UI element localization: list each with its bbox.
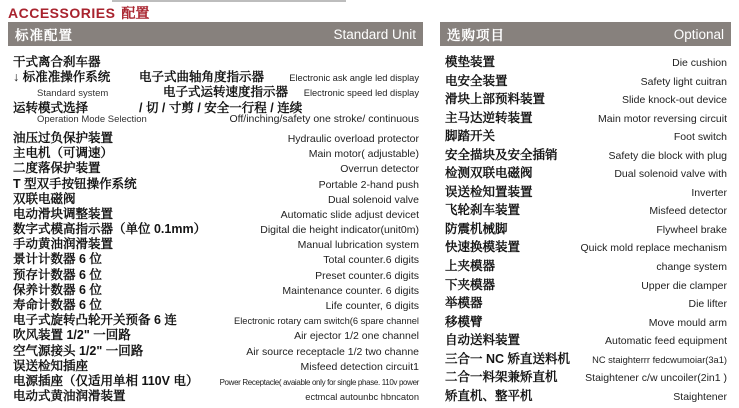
- spec-row: [13, 249, 421, 267]
- spec-row: [13, 98, 421, 113]
- spec-row: [445, 89, 729, 108]
- item-label-en: Manual lubrication system: [297, 239, 419, 252]
- item-label-zh: 电动式黄油润滑装置: [13, 389, 126, 404]
- spec-row: [13, 310, 421, 328]
- item-label-en: Misfeed detection circuit1: [300, 360, 419, 373]
- item-label-zh: 矫直机、整平机: [445, 388, 533, 403]
- item-label-en: Off/inching/safety one stroke/ continuous: [229, 112, 419, 125]
- spec-row: [445, 293, 729, 312]
- item-label-en: Dual solenoid valve: [327, 193, 419, 206]
- item-label-en: Foot switch: [673, 131, 727, 144]
- item-label-zh: 移模臂: [445, 314, 483, 329]
- item-label-zh: 下夹模器: [445, 277, 496, 292]
- item-label-zh: 防震机械脚: [445, 221, 508, 236]
- spec-row: [445, 312, 729, 331]
- standard-unit-header: [8, 22, 423, 46]
- spec-row: [445, 219, 729, 238]
- item-label-zh: 主马达逆转装置: [445, 110, 533, 125]
- item-label-zh: 安全描块及安全插销: [445, 147, 558, 162]
- spec-row: [13, 234, 421, 252]
- item-label-en: Safety die block with plug: [608, 149, 727, 162]
- item-label-zh: 飞轮刹车装置: [445, 203, 521, 218]
- item-label-zh: 滑块上部预料装置: [445, 92, 546, 107]
- item-label-zh: 自动送料装置: [445, 333, 521, 348]
- page-title: [8, 3, 149, 23]
- item-label-en: Quick mold replace mechanism: [580, 242, 727, 255]
- item-label-zh: 预存计数器 6 位: [13, 267, 102, 282]
- spec-row: [445, 256, 729, 275]
- item-label-en: Preset counter.6 digits: [315, 269, 419, 282]
- spec-row: [445, 182, 729, 201]
- item-label-zh: ↓ 标准准操作系统: [13, 70, 111, 85]
- spec-row: [13, 67, 421, 85]
- item-label-zh: 电安全装置: [445, 73, 508, 88]
- item-label-en: Air source receptacle 1/2 two channe: [246, 345, 419, 358]
- item-label-en: Automatic feed equipment: [605, 335, 727, 348]
- item-label-zh: 二合一料架兼矫直机: [445, 370, 558, 385]
- item-label-en: Safety light cuitran: [640, 75, 727, 88]
- item-detail-zh: 电子式运转速度指示器: [163, 85, 289, 100]
- item-label-zh: 电源插座（仅适用单相 110V 电）: [13, 373, 199, 388]
- item-label-en: Staightener c/w uncoiler(2in1 ): [585, 372, 727, 385]
- spec-row: [445, 163, 729, 182]
- item-label-en: Slide knock-out device: [621, 94, 727, 107]
- item-detail-zh: 电子式曲轴角度指示器: [139, 70, 265, 85]
- optional-panel: [440, 22, 731, 404]
- page-title-zh: 配置: [121, 5, 149, 24]
- item-label-zh: 双联电磁阀: [13, 191, 76, 206]
- item-label-en: Main motor reversing circuit: [598, 112, 727, 125]
- item-label-zh: 脚踏开关: [445, 129, 496, 144]
- optional-header-zh: 选购项目: [447, 28, 505, 43]
- item-label-zh: 快速换模装置: [445, 240, 521, 255]
- item-label-en: change system: [656, 261, 727, 274]
- spec-row: [13, 189, 421, 204]
- item-label-en: Portable 2-hand push: [318, 178, 419, 191]
- item-label-zh: 干式离合刹车器: [13, 55, 101, 69]
- spec-row: [445, 386, 729, 405]
- item-label-en: Hydraulic overload protector: [287, 132, 419, 145]
- item-label-zh: 模垫装置: [445, 55, 496, 69]
- spec-row: [13, 371, 421, 386]
- item-label-en-sub: Standard system: [37, 88, 109, 100]
- item-label-zh: 电动滑块调整装置: [13, 206, 114, 221]
- item-label-en: Maintenance counter. 6 digits: [282, 284, 419, 297]
- item-label-zh: 寿命计数器 6 位: [13, 298, 102, 312]
- item-label-en: Air ejector 1/2 one channel: [294, 330, 419, 343]
- item-label-en: Total counter.6 digits: [323, 254, 419, 267]
- item-label-zh: 数字式模高指示器（单位 0.1mm）: [13, 222, 207, 237]
- spec-row: [13, 386, 421, 404]
- spec-row: [445, 145, 729, 164]
- item-label-zh: 二度落保护装置: [13, 161, 101, 176]
- item-label-en: Automatic slide adjust devicet: [280, 208, 419, 221]
- item-detail-zh: / 切 / 寸剪 / 安全一行程 / 连续: [139, 100, 303, 115]
- item-label-en: Die lifter: [688, 298, 727, 311]
- spec-row: [13, 158, 421, 176]
- standard-unit-header-zh: 标准配置: [15, 28, 73, 43]
- item-label-en: Dual solenoid valve with: [614, 168, 727, 181]
- optional-header: [440, 22, 731, 46]
- item-label-zh: 运转模式选择: [13, 100, 89, 115]
- item-label-en: NC staighterrr fedcwumoiar(3a1): [592, 354, 727, 365]
- spec-row: [445, 71, 729, 90]
- item-label-zh: T 型双手按钮操作系统: [13, 176, 137, 191]
- item-label-en: ectmcal autounbc hbncaton: [305, 392, 419, 403]
- spec-row: [13, 52, 421, 67]
- item-label-zh: 电子式旋转凸轮开关预备 6 连: [13, 313, 177, 328]
- panels-container: [8, 22, 731, 404]
- standard-unit-rows: [8, 46, 423, 404]
- spec-row: [13, 204, 421, 219]
- item-label-zh: 空气源接头 1/2" 一回路: [13, 343, 144, 358]
- item-label-en: Main motor( adjustable): [308, 148, 419, 161]
- item-label-en: Power Receptacle( avaiable only for single phase. 110v power: [219, 377, 419, 387]
- item-label-zh: 误送检知置装置: [445, 184, 533, 199]
- spec-row: [13, 219, 421, 237]
- spec-row: [13, 295, 421, 310]
- spec-row: [445, 126, 729, 145]
- item-label-en: Electronic ask angle led display: [289, 73, 419, 84]
- spec-row: [445, 367, 729, 386]
- spec-row: [445, 200, 729, 219]
- item-label-zh: 景计计数器 6 位: [13, 252, 102, 267]
- item-label-zh: 保养计数器 6 位: [13, 282, 102, 297]
- item-label-zh: 油压过负保护装置: [13, 130, 114, 145]
- spec-row: [445, 108, 729, 127]
- item-label-en: Inverter: [691, 186, 727, 199]
- spec-row: [13, 174, 421, 189]
- item-label-zh: 上夹模器: [445, 259, 496, 274]
- item-label-en: Misfeed detector: [649, 205, 727, 218]
- item-label-zh: 三合一 NC 矫直送料机: [445, 351, 571, 366]
- spec-row: [445, 349, 729, 368]
- spec-row: [445, 330, 729, 349]
- spec-row: [13, 356, 421, 371]
- item-label-en: Move mould arm: [648, 316, 727, 329]
- spec-row: [445, 52, 729, 71]
- item-label-en: Electronic rotary cam switch(6 spare channel: [234, 316, 419, 327]
- optional-header-en: Optional: [673, 26, 724, 42]
- spec-row: [13, 341, 421, 356]
- page-top-border-fragment: [112, 0, 346, 2]
- item-label-zh: 举模器: [445, 296, 483, 311]
- item-label-zh: 手动黄油润滑装置: [13, 237, 114, 252]
- standard-unit-header-en: Standard Unit: [333, 26, 416, 42]
- item-label-zh: 检测双联电磁阀: [445, 166, 533, 181]
- item-label-en: Overrun detector: [340, 163, 419, 176]
- item-label-en: Life counter, 6 digits: [325, 300, 419, 312]
- item-label-en-sub: Operation Mode Selection: [37, 113, 147, 125]
- page-title-en: ACCESSORIES: [8, 5, 116, 21]
- item-label-zh: 误送检知插座: [13, 358, 89, 373]
- item-label-zh: 吹风装置 1/2" 一回路: [13, 328, 131, 343]
- item-label-en: Digital die height indicator(unit0m): [260, 224, 419, 237]
- item-label-en: Electronic speed led display: [303, 88, 419, 99]
- spec-row: [13, 325, 421, 343]
- item-label-en: Flywheel brake: [656, 223, 727, 236]
- item-label-en: Staightener: [673, 390, 727, 403]
- spec-row: [13, 143, 421, 161]
- spec-row: [13, 128, 421, 143]
- spec-row: [445, 275, 729, 294]
- spec-row: [13, 265, 421, 280]
- item-label-en: Upper die clamper: [641, 279, 727, 292]
- standard-unit-panel: [8, 22, 423, 404]
- spec-row: [13, 280, 421, 295]
- optional-rows: [440, 46, 731, 404]
- item-label-en: Die cushion: [672, 57, 727, 69]
- spec-row: [445, 237, 729, 256]
- item-label-zh: 主电机（可调速）: [13, 146, 114, 161]
